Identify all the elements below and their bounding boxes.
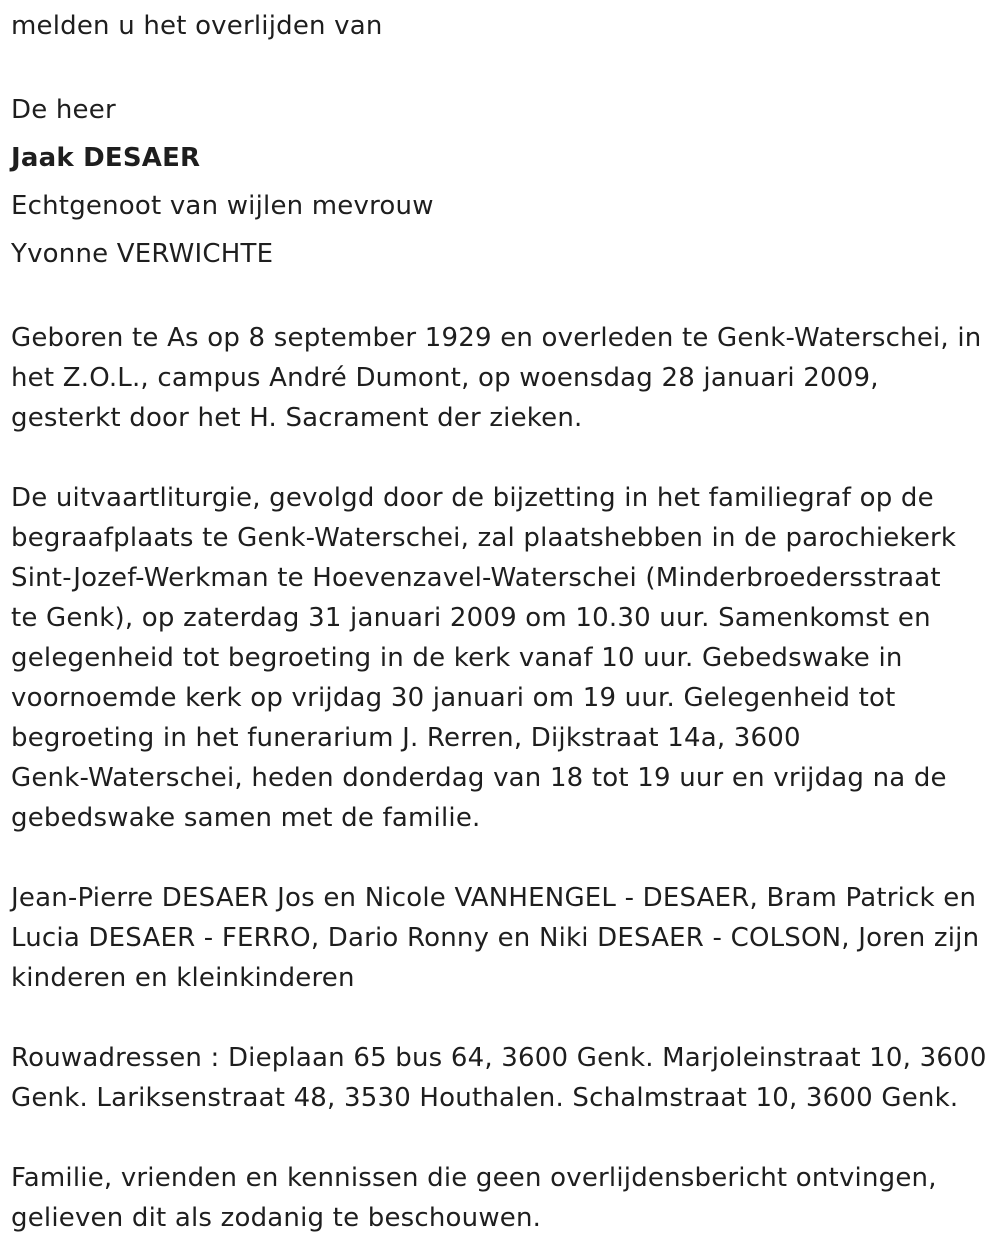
paragraph-line: Jean-Pierre DESAER Jos en Nicole VANHENGEL - DESAER, Bram Patrick en xyxy=(11,883,977,913)
intro-text: melden u het overlijden van xyxy=(11,11,383,41)
family-paragraph xyxy=(11,878,990,998)
paragraph-line: gelieven dit als zodanig te beschouwen. xyxy=(11,1203,542,1233)
paragraph-line: kinderen en kleinkinderen xyxy=(11,963,355,993)
spouse-name: Yvonne VERWICHTE xyxy=(11,239,274,269)
closing-paragraph xyxy=(11,1158,990,1238)
paragraph-line: gelegenheid tot begroeting in de kerk vanaf 10 uur. Gebedswake in xyxy=(11,643,903,673)
paragraph-line: Genk. Lariksenstraat 48, 3530 Houthalen. Schalmstraat 10, 3600 Genk. xyxy=(11,1083,959,1113)
paragraph-line: begraafplaats te Genk-Waterschei, zal plaatshebben in de parochiekerk xyxy=(11,523,957,553)
paragraph-line: Genk-Waterschei, heden donderdag van 18 tot 19 uur en vrijdag na de xyxy=(11,763,947,793)
paragraph-line: het Z.O.L., campus André Dumont, op woensdag 28 januari 2009, xyxy=(11,363,879,393)
paragraph-line: gebedswake samen met de familie. xyxy=(11,803,481,833)
birth-death-paragraph xyxy=(11,318,990,438)
paragraph-line: De uitvaartliturgie, gevolgd door de bijzetting in het familiegraf op de xyxy=(11,483,934,513)
paragraph-line: Familie, vrienden en kennissen die geen overlijdensbericht ontvingen, xyxy=(11,1163,937,1193)
paragraph-line: gesterkt door het H. Sacrament der zieken. xyxy=(11,403,583,433)
paragraph-line: voornoemde kerk op vrijdag 30 januari om 19 uur. Gelegenheid tot xyxy=(11,683,896,713)
paragraph-line: Rouwadressen : Dieplaan 65 bus 64, 3600 Genk. Marjoleinstraat 10, 3600 xyxy=(11,1043,987,1073)
paragraph-line: Geboren te As op 8 september 1929 en overleden te Genk-Waterschei, in xyxy=(11,323,982,353)
funeral-paragraph xyxy=(11,478,990,838)
paragraph-line: te Genk), op zaterdag 31 januari 2009 om 10.30 uur. Samenkomst en xyxy=(11,603,931,633)
spouse-label: Echtgenoot van wijlen mevrouw xyxy=(11,191,434,221)
paragraph-line: begroeting in het funerarium J. Rerren, Dijkstraat 14a, 3600 xyxy=(11,723,801,753)
paragraph-line: Sint-Jozef-Werkman te Hoevenzavel-Waterschei (Minderbroedersstraat xyxy=(11,563,941,593)
addresses-paragraph xyxy=(11,1038,990,1118)
deceased-name: Jaak DESAER xyxy=(11,143,201,173)
paragraph-line: Lucia DESAER - FERRO, Dario Ronny en Niki DESAER - COLSON, Joren zijn xyxy=(11,923,980,953)
deceased-title: De heer xyxy=(11,95,116,125)
